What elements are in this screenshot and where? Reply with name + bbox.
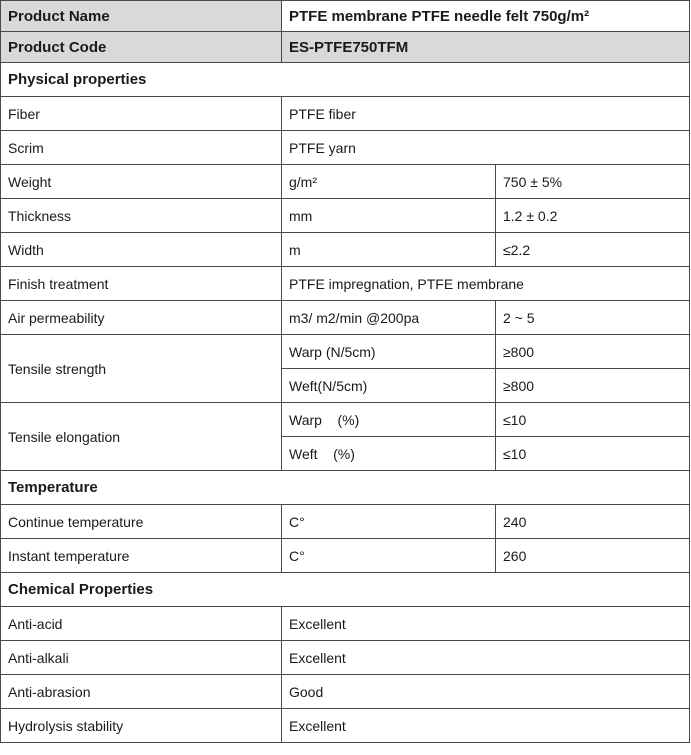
table-row — [1, 165, 690, 199]
table-row — [1, 539, 690, 573]
product-name-value: PTFE membrane PTFE needle felt 750g/m² — [282, 1, 690, 32]
thickness-value: 1.2 ± 0.2 — [496, 199, 690, 233]
scrim-label: Scrim — [1, 131, 282, 165]
tensile-elongation-weft-label: Weft (%) — [282, 437, 496, 471]
anti-abrasion-label: Anti-abrasion — [1, 675, 282, 709]
continue-temp-value: 240 — [496, 505, 690, 539]
air-unit: m3/ m2/min @200pa — [282, 301, 496, 335]
table-row — [1, 607, 690, 641]
table-row — [1, 709, 690, 743]
tensile-strength-weft-value: ≥800 — [496, 369, 690, 403]
thickness-label: Thickness — [1, 199, 282, 233]
tensile-elongation-label: Tensile elongation — [1, 403, 282, 471]
scrim-value: PTFE yarn — [282, 131, 690, 165]
section-temperature-row — [1, 471, 690, 505]
weight-label: Weight — [1, 165, 282, 199]
anti-alkali-label: Anti-alkali — [1, 641, 282, 675]
product-code-row — [1, 32, 690, 63]
hydrolysis-value: Excellent — [282, 709, 690, 743]
table-row — [1, 641, 690, 675]
tensile-strength-label: Tensile strength — [1, 335, 282, 403]
anti-acid-label: Anti-acid — [1, 607, 282, 641]
table-row — [1, 267, 690, 301]
width-value: ≤2.2 — [496, 233, 690, 267]
thickness-unit: mm — [282, 199, 496, 233]
anti-alkali-value: Excellent — [282, 641, 690, 675]
section-chemical-title: Chemical Properties — [1, 573, 690, 607]
tensile-elongation-warp-value: ≤10 — [496, 403, 690, 437]
tensile-elongation-weft-value: ≤10 — [496, 437, 690, 471]
air-label: Air permeability — [1, 301, 282, 335]
width-label: Width — [1, 233, 282, 267]
product-name-row — [1, 1, 690, 32]
table-row — [1, 233, 690, 267]
weight-unit: g/m² — [282, 165, 496, 199]
hydrolysis-label: Hydrolysis stability — [1, 709, 282, 743]
continue-temp-unit: C° — [282, 505, 496, 539]
tensile-strength-warp-value: ≥800 — [496, 335, 690, 369]
fiber-value: PTFE fiber — [282, 97, 690, 131]
table-row — [1, 199, 690, 233]
tensile-strength-weft-label: Weft(N/5cm) — [282, 369, 496, 403]
fiber-label: Fiber — [1, 97, 282, 131]
instant-temp-label: Instant temperature — [1, 539, 282, 573]
section-temperature-title: Temperature — [1, 471, 690, 505]
tensile-strength-warp-label: Warp (N/5cm) — [282, 335, 496, 369]
anti-abrasion-value: Good — [282, 675, 690, 709]
table-row — [1, 97, 690, 131]
table-row — [1, 335, 690, 369]
width-unit: m — [282, 233, 496, 267]
product-code-label: Product Code — [1, 32, 282, 63]
instant-temp-unit: C° — [282, 539, 496, 573]
section-physical-row — [1, 63, 690, 97]
weight-value: 750 ± 5% — [496, 165, 690, 199]
finish-label: Finish treatment — [1, 267, 282, 301]
product-code-value: ES-PTFE750TFM — [282, 32, 690, 63]
anti-acid-value: Excellent — [282, 607, 690, 641]
continue-temp-label: Continue temperature — [1, 505, 282, 539]
product-name-label: Product Name — [1, 1, 282, 32]
section-physical-title: Physical properties — [1, 63, 690, 97]
table-row — [1, 131, 690, 165]
section-chemical-row — [1, 573, 690, 607]
air-value: 2 ~ 5 — [496, 301, 690, 335]
table-row — [1, 505, 690, 539]
table-row — [1, 675, 690, 709]
table-row — [1, 301, 690, 335]
instant-temp-value: 260 — [496, 539, 690, 573]
finish-value: PTFE impregnation, PTFE membrane — [282, 267, 690, 301]
table-row — [1, 403, 690, 437]
tensile-elongation-warp-label: Warp (%) — [282, 403, 496, 437]
